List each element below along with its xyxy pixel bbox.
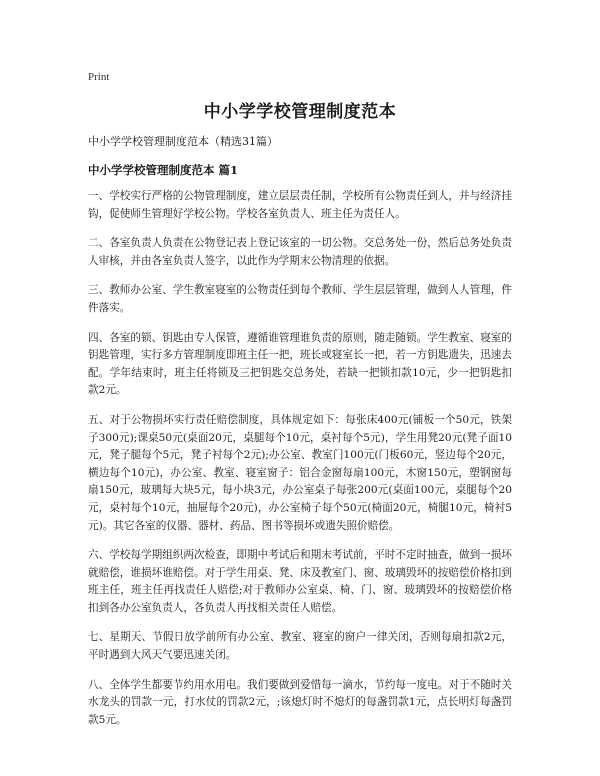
- page-title: 中小学学校管理制度范本: [203, 102, 397, 122]
- section-heading: 中小学学校管理制度范本 篇1: [88, 163, 239, 177]
- paragraph-3: 三、教师办公室、学生教室寝室的公物责任到每个教师、学生层层管理，做到人人管理，件件落实。: [88, 284, 512, 314]
- document-page: [88, 70, 512, 741]
- paragraph-4: 四、各室的锁、钥匙由专人保管，遵循谁管理谁负责的原则，随走随锁。学生教室、寝室的钥匙管理，实行多方管理制度即班主任一把，班长或寝室长一把，若一方钥匙遗失，迅速去配。学年结束时，班主任将锁及三把钥匙交总务处，若缺一把锁扣款10元，少一把钥匙扣款2元。: [88, 331, 512, 397]
- page-subtitle: 中小学学校管理制度范本（精选31篇）: [88, 135, 278, 148]
- paragraph-1: 一、学校实行严格的公物管理制度，建立层层责任制，学校所有公物责任到人，并与经济挂钩，促使师生管理好学校公物。学校各室负责人、班主任为责任人。: [88, 190, 512, 220]
- paragraph-5: 五、对于公物损坏实行责任赔偿制度，具体规定如下：每张床400元(铺板一个50元，铁架子300元);课桌50元(桌面20元，桌腿每个10元，桌衬每个5元)，学生用凳20元(凳子面10元，凳子腿每个5元，凳子衬每个2元);办公室、教室门100元(门板60元，竖边每个20元，横边每个10元)，办公室、教室、寝室窗子：铝合金窗每扇100元，木窗150元，塑钢窗每扇150元，玻璃每大块5元，每小块3元，办公室桌子每张200元(桌面100元，桌腿每个20元，桌衬每个10元，抽屉每个20元)，办公室椅子每个50元(椅面20元，椅腿10元，椅衬5元)。其它各室的仪器、器材、药品、图书等损坏或遗失照价赔偿。: [88, 413, 512, 532]
- paragraph-8: 八、全体学生都要节约用水用电。我们要做到爱惜每一滴水，节约每一度电。对于不随时关水龙头的罚款一元，打水仗的罚款2元，;该熄灯时不熄灯的每盏罚款1元，点长明灯每盏罚款5元。: [88, 678, 512, 726]
- print-link[interactable]: Print: [88, 71, 110, 83]
- paragraph-7: 七、星期天、节假日放学前所有办公室、教室、寝室的窗户一律关闭，否则每扇扣款2元，平时遇到大风天气要迅速关闭。: [88, 631, 512, 662]
- paragraph-6: 六、学校每学期组织两次检查，即期中考试后和期末考试前，平时不定时抽查，做到一损坏就赔偿，谁损坏谁赔偿。对于学生用桌、凳、床及教室门、窗、玻璃毁坏的按赔偿价格扣到班主任，班主任再找责任人赔偿;对于教师办公室桌、椅、门、窗、玻璃毁坏的按赔偿价格扣到各办公室负责人，各负责人再找相关责任人赔偿。: [88, 549, 512, 614]
- paragraph-2: 二、各室负责人负责在公物登记表上登记该室的一切公物。交总务处一份，然后总务处负责人审核，并由各室负责人签字，以此作为学期末公物清理的依据。: [88, 237, 512, 267]
